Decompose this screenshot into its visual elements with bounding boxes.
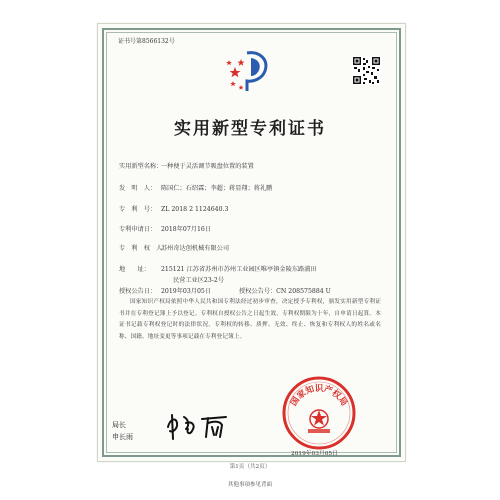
bureau-chief [112,419,133,443]
certificate-title: 实用新型专利证书 [174,119,326,139]
qr-code-icon [352,56,381,85]
footer-note: 其他事项参见背面 [227,482,272,488]
field-application-date: 专利申请日： 2018年07月16日 [119,226,212,233]
official-seal-icon [281,375,357,451]
seal-text: 国家知识产权局 [289,384,349,408]
field-patentee: 专 利 权 人：苏州奇达创机械有限公司 [119,245,230,252]
handwritten-signature-icon [162,409,232,443]
field-utility-model-name: 实用新型名称：一种便于灵活调节吸盘位置的装置 [119,163,254,170]
grant-number-label: 授权公告号： [239,288,277,295]
certificate-number: 证书号第8566132号 [118,38,175,45]
field-address-line2: 民营工业区23-2号 [173,277,225,284]
page-info: 第1页（共2页） [229,464,271,470]
bureau-title: 局长 [112,421,126,429]
field-patent-number: 专 利 号： ZL 2018 2 1124640.3 [119,206,229,213]
sign-date: 2019年03月05日 [291,451,338,457]
field-inventors: 发 明 人： 陈国仁；石绍霖；李超；蒋显翔；蒋礼鹏 [119,185,273,192]
certificate-notice: 国家知识产权局依照中华人民共和国专利法经过初步审查，决定授予专利权，颁发实用新型专利证书并在专利登记簿上予以登记。专利权自授权公告之日起生效。专利权期限为十年，自申请日起算。本证书记载专利权登记时的法律状况。专利权的转移、质押、无效、终止、恢复和专利权人的姓名或名称、国籍、地址变更等事项记载在专利登记簿上。 [119,299,381,340]
bureau-name: 申长雨 [112,433,133,441]
field-address: 地 址： 215121 江苏省苏州市苏州工业园区唯亭镇金陵东路浦田 [119,266,317,273]
grant-number-value: CN 208575884 U [276,288,331,295]
patent-office-logo-icon [225,49,273,93]
field-grant-date: 授权公告日： 2019年03月05日 授权公告号：CN 208575884 U [119,288,331,295]
